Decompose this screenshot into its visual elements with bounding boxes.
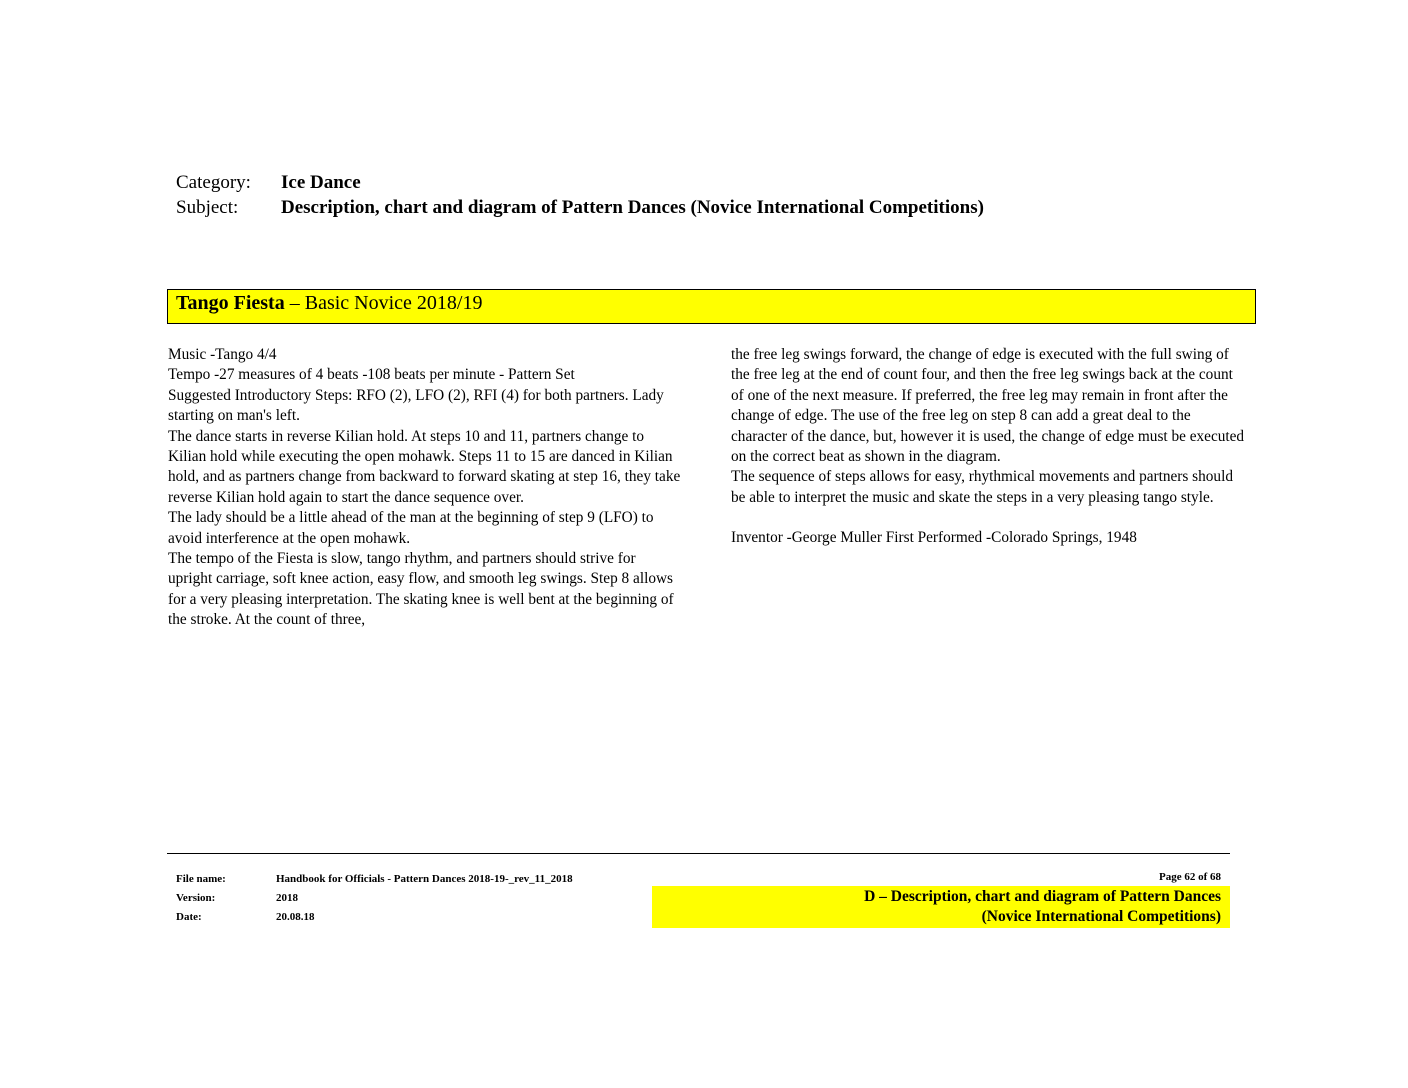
- left-column: [168, 345, 683, 631]
- subject-value: Description, chart and diagram of Pattern Dances (Novice International Competitions): [281, 197, 984, 218]
- category-value: Ice Dance: [281, 172, 361, 193]
- section-title-line2: (Novice International Competitions): [981, 908, 1221, 925]
- version-value: 2018: [276, 891, 298, 904]
- paragraph: The tempo of the Fiesta is slow, tango rhythm, and partners should strive for upright carriage, soft knee action, easy flow, and smooth leg swings. Step 8 allows for a very pleasing interpretation. The skating knee is well bent at the beginning of the stroke. At the count of three,: [168, 550, 674, 629]
- right-column: [731, 345, 1246, 549]
- section-title-line1: D – Description, chart and diagram of Pattern Dances: [864, 888, 1221, 905]
- paragraph: the free leg swings forward, the change of edge is executed with the full swing of the free leg at the end of count four, and then the free leg swings back at the count of one of the next measure. If preferred, the free leg may remain in front after the change of edge. The use of the free leg on step 8 can add a great deal to the character of the dance, but, however it is used, the change of edge must be executed on the correct beat as shown in the diagram.: [731, 346, 1245, 466]
- footer-divider: [167, 853, 1230, 854]
- dance-subtitle: – Basic Novice 2018/19: [284, 292, 483, 314]
- version-label: Version:: [176, 891, 216, 904]
- page-number: Page 62 of 68: [1158, 871, 1221, 883]
- file-metadata: [176, 869, 573, 926]
- paragraph: Tempo -27 measures of 4 beats -108 beats per minute - Pattern Set: [168, 366, 575, 384]
- category-label: Category:: [176, 172, 251, 193]
- category-row: [176, 172, 984, 197]
- subject-row: [176, 197, 984, 222]
- version-row: [176, 888, 573, 907]
- blank-line: [731, 508, 1246, 528]
- date-label: Date:: [176, 910, 202, 923]
- paragraph: The dance starts in reverse Kilian hold. At steps 10 and 11, partners change to Kilian hold while executing the open mohawk. Steps 11 to 15 are danced in Kilian hold, and as partners change from backward to forward skating at step 16, they take reverse Kilian hold again to start the dance sequence over.: [168, 427, 681, 506]
- date-value: 20.08.18: [276, 910, 315, 923]
- file-name-value: Handbook for Officials - Pattern Dances 2018-19-_rev_11_2018: [276, 872, 573, 885]
- dance-title-bar: [167, 289, 1256, 324]
- paragraph: Music -Tango 4/4: [168, 346, 277, 363]
- subject-label: Subject:: [176, 197, 239, 218]
- file-name-label: File name:: [176, 872, 226, 885]
- dance-name: Tango Fiesta: [176, 292, 285, 314]
- file-name-row: [176, 869, 573, 888]
- paragraph: Suggested Introductory Steps: RFO (2), LFO (2), RFI (4) for both partners. Lady starting on man's left.: [168, 386, 664, 425]
- date-row: [176, 907, 573, 926]
- paragraph: The lady should be a little ahead of the man at the beginning of step 9 (LFO) to avoid interference at the open mohawk.: [168, 509, 654, 547]
- document-header: [176, 172, 984, 222]
- section-title-box: [652, 886, 1230, 928]
- inventor-line: Inventor -George Muller First Performed -Colorado Springs, 1948: [731, 529, 1137, 547]
- paragraph: The sequence of steps allows for easy, rhythmical movements and partners should be able to interpret the music and skate the steps in a very pleasing tango style.: [731, 468, 1233, 506]
